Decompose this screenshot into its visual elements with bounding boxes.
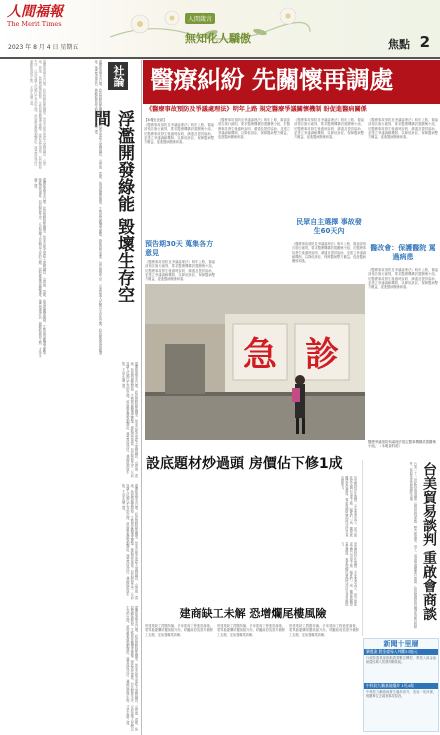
story4-headline: 建商缺工未解 恐增爛尾樓風險 [179,607,327,620]
lead-body-col-3: 《醫療事故預防及爭議處理法》明年上路，衛福部預告施行細則，要求醫療機構設置關懷小組，於醫療事故發生後適時說明、溝通及提供協助，並建立爭議調解機制，以降低訴訟，保障醫病雙方權益，促進醫病關係和諧。 [294,118,364,140]
lead-byline: 【本報台北訊】 [144,118,167,122]
motto-text: 無知化人驕傲 [185,32,251,45]
story4-body-block [145,624,360,732]
fastnews-item1-head: 樂農業 將金提導入判斷53億元 [364,649,438,655]
fastnews-item2-head: 中科院九鵬基地爆炸 1死4傷 [364,683,438,689]
story3 [362,460,440,636]
story2-headline: 設底題材炒過頭 房價佔下修1成 [146,456,343,472]
side-box-3-body: 《醫療事故預防及爭議處理法》明年上路，衛福部預告施行細則，要求醫療機構設置關懷小組，於醫療事故發生後適時說明、溝通及提供協助，並建立爭議調解機制，以降低訴訟，保障醫病雙方權益，促進醫病關係和諧。 [368,268,438,290]
side-box-2 [294,218,364,240]
side-box-3-text: 醫改會：保護醫院 罵過病患 [370,244,436,261]
story4-body-col-2: 營建業缺工問題持續，多家建商工程進度落後，業界擔憂爛尾樓風險升高，呼籲政府放寬外籍移工名額，並加強職業訓練。 [217,624,285,637]
lead-photo [145,284,365,440]
masthead-rule [0,57,440,59]
story2-body-col-1: 房市題材炒作過熱，多家業者表示，部分地區成交價已出現下修，幅度約一成，購屋族觀望氣氛濃厚，專家提醒民眾理性評估自身負擔能力。 [340,476,357,537]
side-box-2-text: 民眾自主選擇 事故發生60天內 [296,218,362,235]
svg-text:診: 診 [305,335,339,375]
editorial-body-col-1: 臺灣能源需求日增，政府推動綠能轉型，然而各地光電板大面積鋪設，山坡地、農地、魚塭相繼被開發，生態與景觀遭受衝擊。綠能固然重要，但若開發失序，反而毀壞人民賴以生存的空間。政府應審慎規劃選址，落實環境評估，兼顧能源與生態，才是永續之道。 [93,60,102,355]
story3-body: 台美二十一世紀貿易倡議第二階段談判重啟，雙方就農業、勞工、環境等議題進行會商，政府強調將持續爭取最有利條件，協助產業拓展國際市場。 [408,462,417,629]
lead-body-col-2: 《醫療事故預防及爭議處理法》明年上路，衛福部預告施行細則，要求醫療機構設置關懷小組，於醫療事故發生後適時說明、溝通及提供協助，並建立爭議調解機制，以降低訴訟，保障醫病雙方權益，促進醫病關係和諧。 [218,118,290,140]
motto-block [185,6,275,44]
photo-caption: 醫療爭議預防與處理法規定醫事機構設置關懷小組。（本報資料照） [368,440,436,449]
logo-text-en: The Merit Times [7,20,62,28]
lead-text-columns [144,118,438,240]
fastnews-item2-body: 中科院九鵬基地發生爆炸意外，造成一死四傷，相關單位正調查事故原因。 [366,690,436,699]
page-number: 2 [419,33,430,51]
side-box-3 [368,244,438,266]
issue-date: 2023 年 8 月 4 日 星期五 [8,44,79,51]
story2-body-block [145,476,360,606]
side-box-2-body: 《醫療事故預防及爭議處理法》明年上路，衛福部預告施行細則，要求醫療機構設置關懷小組，於醫療事故發生後適時說明、溝通及提供協助，並建立爭議調解機制，以降低訴訟，保障醫病雙方權益，促進醫病關係和諧。 [292,242,366,264]
editorial-body-col-4: 臺灣能源需求日增，政府推動綠能轉型，然而各地光電板大面積鋪設，山坡地、農地、魚塭相繼被開發，生態與景觀遭受衝擊。綠能固然重要，但若開發失序，反而毀壞人民賴以生存的空間。政府應審慎規劃選址，落實環境評估，兼顧能源與生態，才是永續之道。 [121,484,138,600]
editorial-body-right-top: 臺灣能源需求日增，政府推動綠能轉型，然而各地光電板大面積鋪設，山坡地、農地、魚塭相繼被開發，生態與景觀遭受衝擊。綠能固然重要，但若開發失序，反而毀壞人民賴以生存的空間。政府應審慎規劃選址，落實環境評估，兼顧能源與生態，才是永續之道。 [29,60,46,169]
side-box-1-text: 預告期30天 蒐集各方意見 [145,240,214,257]
story4-body-col-3: 營建業缺工問題持續，多家建商工程進度落後，業界擔憂爛尾樓風險升高，呼籲政府放寬外籍移工名額，並加強職業訓練。 [289,624,359,637]
section-name: 焦點 [388,38,410,51]
logo-text-cn: 人間福報 [7,4,63,20]
editorial-body-col-2: 臺灣能源需求日增，政府推動綠能轉型，然而各地光電板大面積鋪設，山坡地、農地、魚塭相繼被開發，生態與景觀遭受衝擊。綠能固然重要，但若開發失序，反而毀壞人民賴以生存的空間。政府應審慎規劃選址，落實環境評估，兼顧能源與生態，才是永續之道。 [33,178,46,358]
fastnews-title: 新聞十里層 [383,640,419,648]
lead-subhead: 《醫療事故預防及爭議處理法》明年上路 規定醫療爭議關懷機制 盼促進醫病關係 [146,106,367,113]
svg-text:急: 急 [243,335,277,375]
story4-body-col-1: 營建業缺工問題持續，多家建商工程進度落後，業界擔憂爛尾樓風險升高，呼籲政府放寬外籍移工名額，並加強職業訓練。 [145,624,213,637]
side-box-1-body: 《醫療事故預防及爭議處理法》明年上路，衛福部預告施行細則，要求醫療機構設置關懷小組，於醫療事故發生後適時說明、溝通及提供協助，並建立爭議調解機制，以降低訴訟，保障醫病雙方權益，促進醫病關係和諧。 [145,260,215,282]
editorial-body-col-5: 臺灣能源需求日增，政府推動綠能轉型，然而各地光電板大面積鋪設，山坡地、農地、魚塭相繼被開發，生態與景觀遭受衝擊。綠能固然重要，但若開發失序，反而毀壞人民賴以生存的空間。政府應審慎規劃選址，落實環境評估，兼顧能源與生態，才是永續之道。 [125,606,138,731]
editorial [0,60,142,735]
side-box-1 [145,240,215,258]
editorial-tag: 社論 [108,62,128,90]
story2-body-col-2: 房市題材炒作過熱，多家業者表示，部分地區成交價已出現下修，幅度約一成，購屋族觀望氣氛濃厚，專家提醒民眾理性評估自身負擔能力。 [340,542,357,606]
fastnews-item1-body: 行政院農業部推動農業數位轉型，將投入資金協助農民導入智慧判斷系統。 [366,656,436,665]
motto-label: 人間箴言 [185,13,215,24]
lead-headline: 醫療糾紛 先關懷再調處 [150,66,393,94]
editorial-body-col-3: 臺灣能源需求日增，政府推動綠能轉型，然而各地光電板大面積鋪設，山坡地、農地、魚塭相繼被開發，生態與景觀遭受衝擊。綠能固然重要，但若開發失序，反而毀壞人民賴以生存的空間。政府應審慎規劃選址，落實環境評估，兼顧能源與生態，才是永續之道。 [121,362,138,478]
story3-headline: 台美貿易談判 重啟會商談 [421,462,437,621]
masthead [0,0,440,58]
lead-body-col-4: 《醫療事故預防及爭議處理法》明年上路，衛福部預告施行細則，要求醫療機構設置關懷小組，於醫療事故發生後適時說明、溝通及提供協助，並建立爭議調解機制，以降低訴訟，保障醫病雙方權益，促進醫病關係和諧。 [368,118,438,140]
lead-body-col-1: 《醫療事故預防及爭議處理法》明年上路，衛福部預告施行細則，要求醫療機構設置關懷小組，於醫療事故發生後適時說明、溝通及提供協助，並建立爭議調解機制，以降低訴訟，保障醫病雙方權益，促進醫病關係和諧。 [144,123,214,145]
fastnews-box [363,638,439,732]
logo [7,4,75,40]
editorial-headline: 浮濫開發綠能 毀壞生存空間 [90,110,134,303]
